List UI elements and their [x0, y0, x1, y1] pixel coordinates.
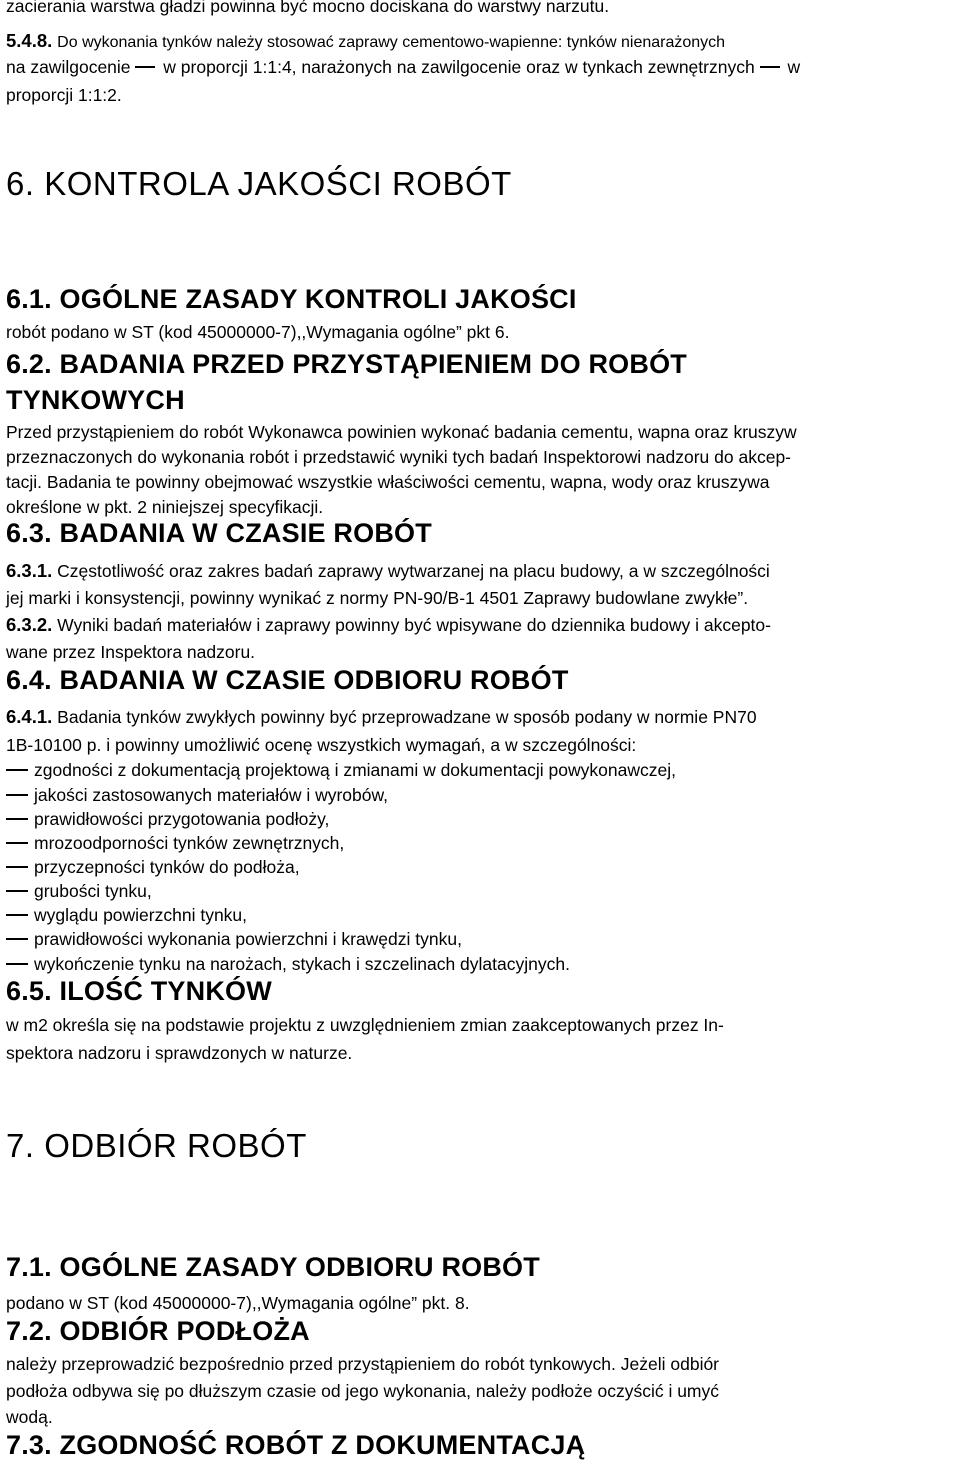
section-6-2-title: 6.2. BADANIA PRZED PRZYSTĄPIENIEM DO ROBÓT: [6, 349, 687, 379]
section-6-2-title-cont: TYNKOWYCH: [6, 385, 185, 415]
list-item-text: jakości zastosowanych materiałów i wyrobów,: [34, 785, 389, 805]
list-item-text: grubości tynku,: [34, 881, 152, 901]
dash-bullet-icon: [6, 769, 28, 771]
list-item-text: wykończenie tynku na narożach, stykach i szczelinach dylatacyjnych.: [34, 954, 570, 974]
list-item-text: zgodności z dokumentacją projektową i zmianami w dokumentacji powykonawczej,: [34, 760, 676, 780]
list-item: [6, 856, 300, 878]
section-7-2-text-line: należy przeprowadzić bezpośrednio przed przystąpieniem do robót tynkowych. Jeżeli odbiór: [6, 1354, 720, 1374]
text-segment: w proporcji 1:1:4, narażonych na zawilgocenie oraz w tynkach zewnętrznych: [163, 57, 755, 77]
dash-bullet-icon: [6, 938, 28, 940]
paragraph-text: Badania tynków zwykłych powinny być przeprowadzane w sposób podany w normie PN70: [57, 707, 757, 727]
paragraph-number: 6.3.1.: [6, 560, 53, 581]
section-6-2-text-line: Przed przystąpieniem do robót Wykonawca powinien wykonać badania cementu, wapna oraz kruszyw: [6, 422, 797, 442]
section-6-5-text-line: w m2 określa się na podstawie projektu z uwzględnieniem zmian zaakceptowanych przez In-: [6, 1015, 724, 1035]
paragraph-6-4-1-line2: 1B-10100 p. i powinny umożliwić ocenę wszystkich wymagań, a w szczególności:: [6, 735, 637, 755]
list-item: [6, 928, 462, 950]
section-6-4-title: 6.4. BADANIA W CZASIE ODBIORU ROBÓT: [6, 665, 569, 695]
em-dash: [135, 66, 155, 68]
list-item-text: prawidłowości przygotowania podłoży,: [34, 809, 330, 829]
intro-line: zacierania warstwa gładzi powinna być mocno dociskana do warstwy narzutu.: [6, 0, 610, 16]
dash-bullet-icon: [6, 890, 28, 892]
paragraph-text: Wyniki badań materiałów i zaprawy powinny być wpisywane do dziennika budowy i akcepto-: [57, 615, 771, 635]
paragraph-6-3-2: [6, 614, 771, 636]
list-item: [6, 904, 247, 926]
section-7-title: 7. ODBIÓR ROBÓT: [6, 1127, 307, 1164]
section-6-1-title: 6.1. OGÓLNE ZASADY KONTROLI JAKOŚCI: [6, 284, 577, 314]
dash-bullet-icon: [6, 914, 28, 916]
section-6-2-text-line: tacji. Badania te powinny obejmować wszystkie właściwości cementu, wapna, wody oraz kruszywa: [6, 472, 770, 492]
section-7-1-title: 7.1. OGÓLNE ZASADY ODBIORU ROBÓT: [6, 1252, 540, 1282]
section-6-1-text: robót podano w ST (kod 45000000-7),,Wymagania ogólne” pkt 6.: [6, 322, 510, 342]
section-6-3-title: 6.3. BADANIA W CZASIE ROBÓT: [6, 518, 432, 548]
paragraph-number: 6.3.2.: [6, 614, 53, 635]
section-7-3-title: 7.3. ZGODNOŚĆ ROBÓT Z DOKUMENTACJĄ: [6, 1430, 586, 1460]
section-7-2-text-line: wodą.: [6, 1407, 53, 1427]
dash-bullet-icon: [6, 794, 28, 796]
dash-bullet-icon: [6, 842, 28, 844]
paragraph-5-4-8: [6, 30, 725, 54]
paragraph-6-3-1: [6, 560, 770, 582]
paragraph-text: Do wykonania tynków należy stosować zaprawy cementowo-wapienne: tynków nienarażonych: [57, 34, 726, 51]
section-6-2-text-line: przeznaczonych do wykonania robót i przedstawić wyniki tych badań Inspektorowi nadzoru do akcep-: [6, 447, 792, 467]
paragraph-6-3-1-line2: jej marki i konsystencji, powinny wynikać z normy PN-90/B-1 4501 Zaprawy budowlane zwykłe”.: [6, 588, 749, 608]
dash-bullet-icon: [6, 963, 28, 965]
em-dash: [760, 66, 780, 68]
dash-bullet-icon: [6, 818, 28, 820]
list-item: [6, 759, 676, 781]
list-item-text: mrozoodporności tynków zewnętrznych,: [34, 833, 345, 853]
list-item: [6, 880, 152, 902]
dash-bullet-icon: [6, 866, 28, 868]
paragraph-number: 5.4.8.: [6, 30, 53, 51]
section-7-1-text: podano w ST (kod 45000000-7),,Wymagania ogólne” pkt. 8.: [6, 1293, 470, 1313]
list-item-text: prawidłowości wykonania powierzchni i krawędzi tynku,: [34, 929, 462, 949]
list-item: [6, 953, 570, 975]
paragraph-5-4-8-line3: proporcji 1:1:2.: [6, 85, 122, 105]
section-6-2-text-line: określone w pkt. 2 niniejszej specyfikacji.: [6, 497, 324, 517]
paragraph-text: Częstotliwość oraz zakres badań zaprawy wytwarzanej na placu budowy, a w szczególności: [57, 561, 770, 581]
list-item: [6, 784, 388, 806]
list-item-text: przyczepności tynków do podłoża,: [34, 857, 300, 877]
paragraph-6-4-1: [6, 706, 757, 728]
paragraph-5-4-8-line2: [6, 56, 800, 78]
section-6-5-text-line: spektora nadzoru i sprawdzonych w naturze.: [6, 1043, 353, 1063]
paragraph-number: 6.4.1.: [6, 706, 53, 727]
text-segment: na zawilgocenie: [6, 57, 131, 77]
paragraph-6-3-2-line2: wane przez Inspektora nadzoru.: [6, 642, 256, 662]
section-7-2-text-line: podłoża odbywa się po dłuższym czasie od jego wykonania, należy podłoże oczyścić i umyć: [6, 1381, 720, 1401]
section-6-title: 6. KONTROLA JAKOŚCI ROBÓT: [6, 165, 512, 202]
section-7-2-title: 7.2. ODBIÓR PODŁOŻA: [6, 1316, 310, 1346]
section-6-5-title: 6.5. ILOŚĆ TYNKÓW: [6, 976, 272, 1006]
list-item-text: wyglądu powierzchni tynku,: [34, 905, 248, 925]
text-segment: w: [787, 57, 801, 77]
list-item: [6, 832, 344, 854]
list-item: [6, 808, 329, 830]
